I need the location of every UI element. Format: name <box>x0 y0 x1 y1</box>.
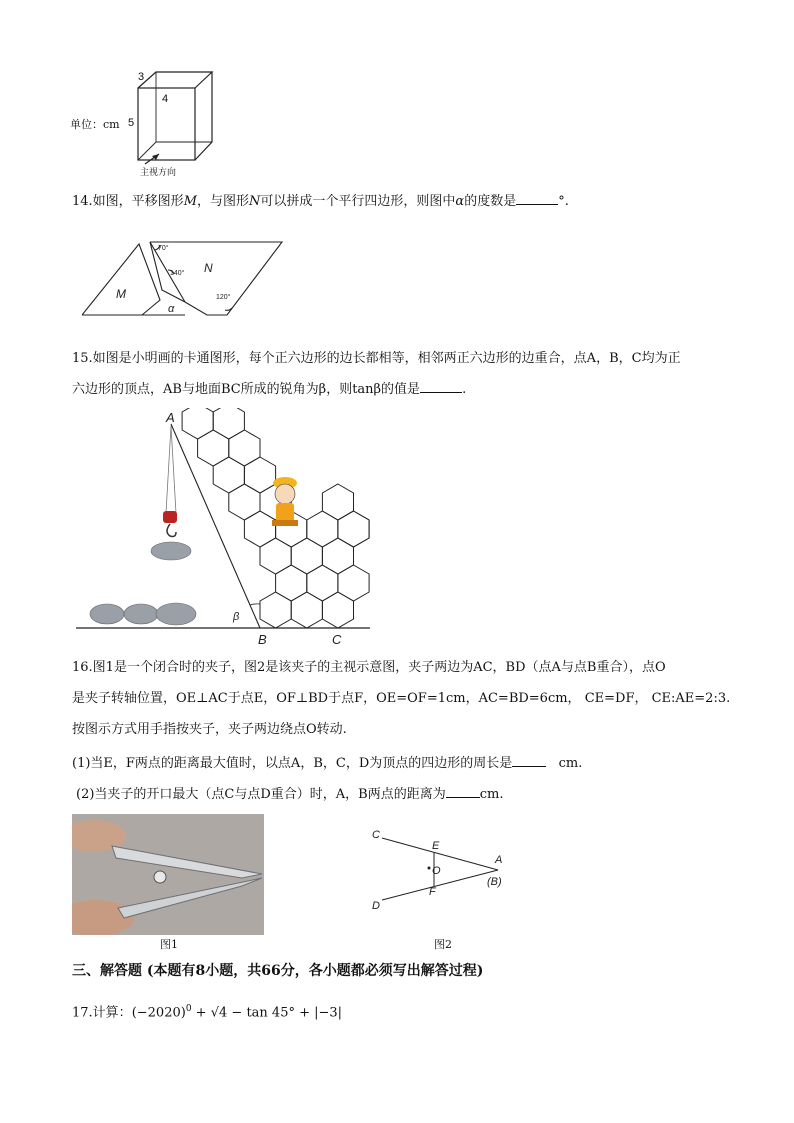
point-a-label: A <box>166 410 175 425</box>
q14-var-n: N <box>249 194 261 209</box>
q16-line3: 按图示方式用手指按夹子，夹子两边绕点O转动. <box>72 722 347 737</box>
q14-text-pre: 14.如图，平移图形 <box>72 194 184 209</box>
q14-var-m: M <box>183 194 197 209</box>
q17-sqrt: √4 <box>210 1005 228 1021</box>
point-a-label: A <box>495 854 503 866</box>
fig2-caption: 图2 <box>434 938 452 951</box>
q14-text-mid2: 可以拼成一个平行四边形，则图中 <box>260 194 456 209</box>
ground-rock <box>90 604 124 624</box>
q15-line2-pre: 六边形的顶点，AB与地面BC所成的锐角为β，则tanβ的值是 <box>72 382 421 397</box>
hexagon <box>229 484 260 520</box>
clip-pivot <box>154 871 166 883</box>
q16-figure2 <box>360 822 530 922</box>
view-direction-label: 主视方向 <box>140 168 177 178</box>
point-c-label: C <box>332 632 342 647</box>
hexagon <box>291 592 322 628</box>
fig1-caption: 图1 <box>160 938 178 951</box>
dim-height-label: 5 <box>128 117 135 129</box>
point-c-label: C <box>372 829 380 841</box>
hexagon <box>322 592 353 628</box>
hexagon <box>338 565 369 601</box>
beta-label: β <box>233 611 240 623</box>
q14-figure <box>82 238 292 320</box>
q14-var-alpha: α <box>455 194 465 209</box>
hexagon <box>322 484 353 520</box>
angle-140-label: 140° <box>170 270 185 277</box>
point-o-label: O <box>432 865 441 877</box>
hexagon <box>322 538 353 574</box>
hexagon <box>182 408 213 439</box>
point-b-label: B <box>258 632 267 647</box>
q16-line2: 是夹子转轴位置，OE⊥AC于点E，OF⊥BD于点F，OE=OF=1cm，AC=BD=6cm， CE=DF， CE:AE=2:3. <box>72 691 731 706</box>
q15-answer-blank[interactable] <box>420 380 462 393</box>
hexagon <box>244 511 275 547</box>
angle-70-label: 70° <box>158 245 169 252</box>
point-b-label: (B) <box>487 876 502 888</box>
point-d-label: D <box>372 900 380 912</box>
shape-m <box>82 244 160 315</box>
hexagon <box>244 457 275 493</box>
worker-figure <box>272 477 298 526</box>
q15-figure <box>74 408 374 648</box>
section3-heading: 三、解答题 (本题有8小题，共66分，各小题都必须写出解答过程) <box>72 963 484 979</box>
unit-label: 单位：cm <box>70 118 120 131</box>
q16-sub1-answer-blank[interactable] <box>512 754 546 767</box>
q16-sub2-unit: cm. <box>479 787 504 802</box>
q17-abs: |−3| <box>314 1005 343 1021</box>
hexagon <box>260 538 291 574</box>
q17-pre: 17.计算： <box>72 1005 132 1021</box>
q15-line2-end: . <box>462 382 467 397</box>
q17-plus: + <box>191 1005 211 1021</box>
q16-sub2-pre: (2)当夹子的开口最大（点C与点D重合）时，A，B两点的距离为 <box>76 787 446 802</box>
label-alpha: α <box>168 303 175 315</box>
line-ab <box>171 424 260 628</box>
hexagon <box>213 408 244 439</box>
q14-text-mid: ，与图形 <box>197 194 250 209</box>
dim-depth-label: 4 <box>162 93 169 105</box>
clip-photo <box>72 814 264 935</box>
label-m: M <box>116 287 126 301</box>
q17-rest: − tan 45° + <box>227 1005 315 1021</box>
q15-line2 <box>72 380 466 399</box>
hanging-rock <box>151 542 191 560</box>
hexagon <box>338 511 369 547</box>
q14-text-end: °. <box>558 194 569 209</box>
q16-sub1 <box>72 754 582 773</box>
q15-line1: 15.如图是小明画的卡通图形，每个正六边形的边长都相等，相邻两正六边形的边重合，点A，B，C均为正 <box>72 351 681 366</box>
hexagon <box>291 538 322 574</box>
hexagon <box>198 430 229 466</box>
ground-rock <box>124 604 158 624</box>
angle-120-label: 120° <box>216 294 231 301</box>
q16-sub1-pre: (1)当E，F两点的距离最大值时，以点A，B，C，D为顶点的四边形的周长是 <box>72 756 513 771</box>
q14-text-post: 的度数是 <box>464 194 517 209</box>
hook-icon <box>167 524 176 537</box>
hexagon <box>260 592 291 628</box>
q16-sub1-unit: cm. <box>558 756 583 771</box>
hexagon <box>338 511 369 547</box>
dim-top-label: 3 <box>138 71 145 83</box>
q17-line <box>72 1000 342 1022</box>
q14-text <box>72 192 569 211</box>
q16-line1: 16.图1是一个闭合时的夹子，图2是该夹子的主视示意图，夹子两边为AC，BD（点A与点B重合），点O <box>72 660 666 675</box>
q16-sub2-answer-blank[interactable] <box>446 785 480 798</box>
label-n: N <box>204 261 213 275</box>
q17-exponent: 0 <box>185 1004 192 1014</box>
hexagon <box>276 565 307 601</box>
point-f-label: F <box>429 886 436 898</box>
q16-sub2 <box>76 785 503 804</box>
point-e-label: E <box>432 840 440 852</box>
hexagon <box>229 430 260 466</box>
hexagon <box>307 511 338 547</box>
hexagon <box>213 457 244 493</box>
hook-block <box>163 511 177 523</box>
hexagon <box>307 565 338 601</box>
ground-rock <box>156 603 196 625</box>
q14-answer-blank[interactable] <box>516 192 558 205</box>
q17-base: (−2020) <box>131 1005 186 1021</box>
